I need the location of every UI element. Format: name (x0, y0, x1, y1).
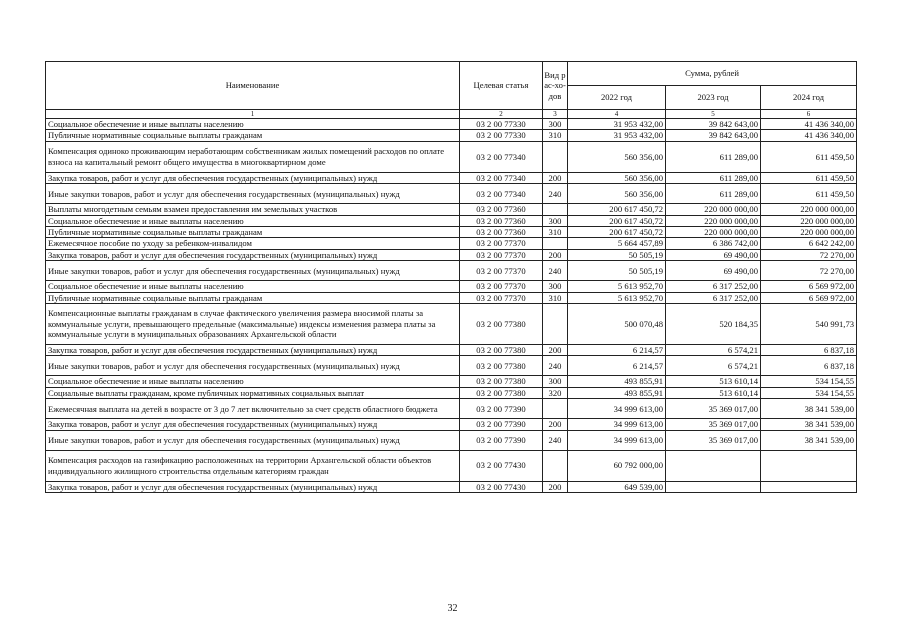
row-expense-type: 310 (543, 130, 568, 141)
row-sum-2023: 39 842 643,00 (666, 130, 761, 141)
row-sum-2024: 534 154,55 (761, 376, 857, 387)
row-name: Иные закупки товаров, работ и услуг для обеспечения государственных (муниципальных) нужд (46, 356, 460, 376)
row-expense-type: 300 (543, 215, 568, 226)
row-expense-type (543, 141, 568, 172)
column-number: 5 (666, 110, 761, 119)
row-name: Ежемесячное пособие по уходу за ребенком-инвалидом (46, 238, 460, 249)
row-sum-2023 (666, 450, 761, 481)
row-expense-type: 320 (543, 387, 568, 398)
row-sum-2023: 520 184,35 (666, 304, 761, 345)
row-sum-2022: 560 356,00 (568, 184, 666, 204)
header-name: Наименование (46, 62, 460, 110)
table-header (46, 62, 857, 119)
table-row (46, 399, 857, 419)
row-article: 03 2 00 77380 (460, 356, 543, 376)
row-article: 03 2 00 77370 (460, 281, 543, 292)
table-row (46, 419, 857, 430)
row-expense-type: 200 (543, 172, 568, 183)
row-expense-type: 240 (543, 184, 568, 204)
row-sum-2022: 34 999 613,00 (568, 430, 666, 450)
row-article: 03 2 00 77340 (460, 141, 543, 172)
row-article: 03 2 00 77430 (460, 481, 543, 492)
budget-table-sheet (45, 61, 856, 493)
row-article: 03 2 00 77390 (460, 399, 543, 419)
row-sum-2022: 31 953 432,00 (568, 119, 666, 130)
column-number: 3 (543, 110, 568, 119)
row-expense-type (543, 238, 568, 249)
row-sum-2023: 611 289,00 (666, 141, 761, 172)
row-sum-2022: 493 855,91 (568, 387, 666, 398)
row-article: 03 2 00 77330 (460, 130, 543, 141)
row-sum-2023: 35 369 017,00 (666, 399, 761, 419)
row-sum-2024: 6 837,18 (761, 356, 857, 376)
row-name: Компенсация одиноко проживающим неработающим собственникам жилых помещений расходов по оплате взноса на капитальный ремонт общего имущества в многоквартирном доме (46, 141, 460, 172)
row-sum-2024: 611 459,50 (761, 172, 857, 183)
table-row (46, 141, 857, 172)
table-row (46, 292, 857, 303)
row-sum-2023: 220 000 000,00 (666, 227, 761, 238)
row-article: 03 2 00 77360 (460, 227, 543, 238)
row-sum-2024 (761, 481, 857, 492)
table-body (46, 119, 857, 493)
row-sum-2024: 611 459,50 (761, 141, 857, 172)
row-expense-type (543, 399, 568, 419)
row-sum-2022: 50 505,19 (568, 249, 666, 260)
column-number-row (46, 110, 857, 119)
row-sum-2022: 493 855,91 (568, 376, 666, 387)
row-article: 03 2 00 77360 (460, 215, 543, 226)
page-number: 32 (447, 603, 458, 614)
row-name: Компенсационные выплаты гражданам в случае фактического увеличения размера вносимой платы за коммунальные услуги, превышающего предельные (максимальные) индексы изменения размера платы за коммунальные услуги в муниципальных образованиях Архангельской области (46, 304, 460, 345)
row-name: Социальные выплаты гражданам, кроме публичных нормативных социальных выплат (46, 387, 460, 398)
row-sum-2022: 6 214,57 (568, 356, 666, 376)
row-article: 03 2 00 77360 (460, 204, 543, 215)
row-name: Социальное обеспечение и иные выплаты населению (46, 376, 460, 387)
row-sum-2023: 611 289,00 (666, 184, 761, 204)
row-sum-2024: 38 341 539,00 (761, 419, 857, 430)
row-sum-2023: 6 574,21 (666, 345, 761, 356)
column-number: 1 (46, 110, 460, 119)
column-number: 2 (460, 110, 543, 119)
row-sum-2024: 611 459,50 (761, 184, 857, 204)
row-sum-2024: 6 569 972,00 (761, 292, 857, 303)
row-article: 03 2 00 77330 (460, 119, 543, 130)
row-name: Публичные нормативные социальные выплаты гражданам (46, 292, 460, 303)
row-sum-2024: 38 341 539,00 (761, 430, 857, 450)
row-expense-type: 200 (543, 345, 568, 356)
row-sum-2024: 220 000 000,00 (761, 215, 857, 226)
column-number: 6 (761, 110, 857, 119)
row-sum-2022: 200 617 450,72 (568, 215, 666, 226)
row-name: Ежемесячная выплата на детей в возрасте от 3 до 7 лет включительно за счет средств областного бюджета (46, 399, 460, 419)
row-sum-2022: 50 505,19 (568, 261, 666, 281)
row-sum-2024: 41 436 340,00 (761, 130, 857, 141)
row-sum-2022: 5 664 457,89 (568, 238, 666, 249)
table-row (46, 215, 857, 226)
header-year-2022: 2022 год (568, 86, 666, 110)
header-year-2023: 2023 год (666, 86, 761, 110)
row-expense-type: 200 (543, 481, 568, 492)
budget-table (45, 61, 857, 493)
row-name: Социальное обеспечение и иные выплаты населению (46, 119, 460, 130)
row-name: Выплаты многодетным семьям взамен предоставления им земельных участков (46, 204, 460, 215)
table-row (46, 238, 857, 249)
row-sum-2022: 560 356,00 (568, 172, 666, 183)
row-expense-type: 300 (543, 119, 568, 130)
row-sum-2024 (761, 450, 857, 481)
row-article: 03 2 00 77390 (460, 430, 543, 450)
table-row (46, 130, 857, 141)
row-expense-type (543, 204, 568, 215)
row-name: Закупка товаров, работ и услуг для обеспечения государственных (муниципальных) нужд (46, 249, 460, 260)
row-name: Публичные нормативные социальные выплаты гражданам (46, 227, 460, 238)
table-row (46, 281, 857, 292)
table-row (46, 249, 857, 260)
row-expense-type: 240 (543, 261, 568, 281)
row-sum-2024: 220 000 000,00 (761, 204, 857, 215)
row-sum-2024: 6 642 242,00 (761, 238, 857, 249)
row-sum-2022: 60 792 000,00 (568, 450, 666, 481)
row-sum-2022: 560 356,00 (568, 141, 666, 172)
row-sum-2023: 69 490,00 (666, 261, 761, 281)
row-sum-2022: 6 214,57 (568, 345, 666, 356)
row-sum-2024: 534 154,55 (761, 387, 857, 398)
row-sum-2022: 31 953 432,00 (568, 130, 666, 141)
row-name: Иные закупки товаров, работ и услуг для обеспечения государственных (муниципальных) нужд (46, 184, 460, 204)
row-sum-2024: 540 991,73 (761, 304, 857, 345)
row-sum-2022: 5 613 952,70 (568, 292, 666, 303)
row-sum-2023: 6 574,21 (666, 356, 761, 376)
row-expense-type: 240 (543, 356, 568, 376)
row-article: 03 2 00 77380 (460, 376, 543, 387)
row-sum-2023: 39 842 643,00 (666, 119, 761, 130)
row-article: 03 2 00 77340 (460, 172, 543, 183)
header-year-2024: 2024 год (761, 86, 857, 110)
row-sum-2024: 6 569 972,00 (761, 281, 857, 292)
table-row (46, 356, 857, 376)
row-sum-2023: 35 369 017,00 (666, 430, 761, 450)
row-sum-2023: 6 386 742,00 (666, 238, 761, 249)
table-row (46, 481, 857, 492)
column-number: 4 (568, 110, 666, 119)
row-sum-2023: 220 000 000,00 (666, 204, 761, 215)
row-sum-2022: 200 617 450,72 (568, 204, 666, 215)
row-name: Закупка товаров, работ и услуг для обеспечения государственных (муниципальных) нужд (46, 481, 460, 492)
row-sum-2023: 6 317 252,00 (666, 292, 761, 303)
row-article: 03 2 00 77380 (460, 387, 543, 398)
row-name: Публичные нормативные социальные выплаты гражданам (46, 130, 460, 141)
header-vid: Вид рас-хо-дов (543, 62, 568, 110)
row-sum-2024: 6 837,18 (761, 345, 857, 356)
header-sum: Сумма, рублей (568, 62, 857, 86)
table-row (46, 172, 857, 183)
row-sum-2023: 513 610,14 (666, 376, 761, 387)
table-row (46, 227, 857, 238)
row-expense-type: 310 (543, 227, 568, 238)
row-article: 03 2 00 77340 (460, 184, 543, 204)
table-row (46, 376, 857, 387)
table-row (46, 430, 857, 450)
row-sum-2022: 200 617 450,72 (568, 227, 666, 238)
row-name: Закупка товаров, работ и услуг для обеспечения государственных (муниципальных) нужд (46, 172, 460, 183)
table-row (46, 184, 857, 204)
row-sum-2022: 500 070,48 (568, 304, 666, 345)
row-expense-type: 200 (543, 419, 568, 430)
row-article: 03 2 00 77370 (460, 249, 543, 260)
row-sum-2023: 6 317 252,00 (666, 281, 761, 292)
row-sum-2023 (666, 481, 761, 492)
table-row (46, 261, 857, 281)
row-name: Социальное обеспечение и иные выплаты населению (46, 281, 460, 292)
row-expense-type: 240 (543, 430, 568, 450)
row-name: Компенсация расходов на газификацию расположенных на территории Архангельской области объектов индивидуального жилищного строительства отдельным категориям граждан (46, 450, 460, 481)
row-article: 03 2 00 77370 (460, 292, 543, 303)
row-expense-type: 300 (543, 376, 568, 387)
row-article: 03 2 00 77380 (460, 345, 543, 356)
row-sum-2023: 69 490,00 (666, 249, 761, 260)
row-article: 03 2 00 77370 (460, 261, 543, 281)
table-row (46, 204, 857, 215)
table-row (46, 119, 857, 130)
row-sum-2022: 34 999 613,00 (568, 419, 666, 430)
row-name: Закупка товаров, работ и услуг для обеспечения государственных (муниципальных) нужд (46, 345, 460, 356)
row-sum-2022: 5 613 952,70 (568, 281, 666, 292)
row-name: Иные закупки товаров, работ и услуг для обеспечения государственных (муниципальных) нужд (46, 261, 460, 281)
row-sum-2024: 72 270,00 (761, 249, 857, 260)
row-expense-type: 200 (543, 249, 568, 260)
row-name: Закупка товаров, работ и услуг для обеспечения государственных (муниципальных) нужд (46, 419, 460, 430)
row-expense-type: 300 (543, 281, 568, 292)
row-sum-2022: 649 539,00 (568, 481, 666, 492)
row-article: 03 2 00 77380 (460, 304, 543, 345)
row-sum-2023: 611 289,00 (666, 172, 761, 183)
row-name: Иные закупки товаров, работ и услуг для обеспечения государственных (муниципальных) нужд (46, 430, 460, 450)
header-article: Целевая статья (460, 62, 543, 110)
table-row (46, 304, 857, 345)
row-sum-2023: 513 610,14 (666, 387, 761, 398)
table-row (46, 345, 857, 356)
row-expense-type (543, 450, 568, 481)
table-row (46, 387, 857, 398)
row-expense-type: 310 (543, 292, 568, 303)
row-sum-2024: 38 341 539,00 (761, 399, 857, 419)
row-article: 03 2 00 77430 (460, 450, 543, 481)
row-sum-2024: 72 270,00 (761, 261, 857, 281)
row-article: 03 2 00 77370 (460, 238, 543, 249)
table-row (46, 450, 857, 481)
row-sum-2023: 220 000 000,00 (666, 215, 761, 226)
row-sum-2022: 34 999 613,00 (568, 399, 666, 419)
row-article: 03 2 00 77390 (460, 419, 543, 430)
row-sum-2024: 41 436 340,00 (761, 119, 857, 130)
row-expense-type (543, 304, 568, 345)
row-name: Социальное обеспечение и иные выплаты населению (46, 215, 460, 226)
row-sum-2023: 35 369 017,00 (666, 419, 761, 430)
row-sum-2024: 220 000 000,00 (761, 227, 857, 238)
